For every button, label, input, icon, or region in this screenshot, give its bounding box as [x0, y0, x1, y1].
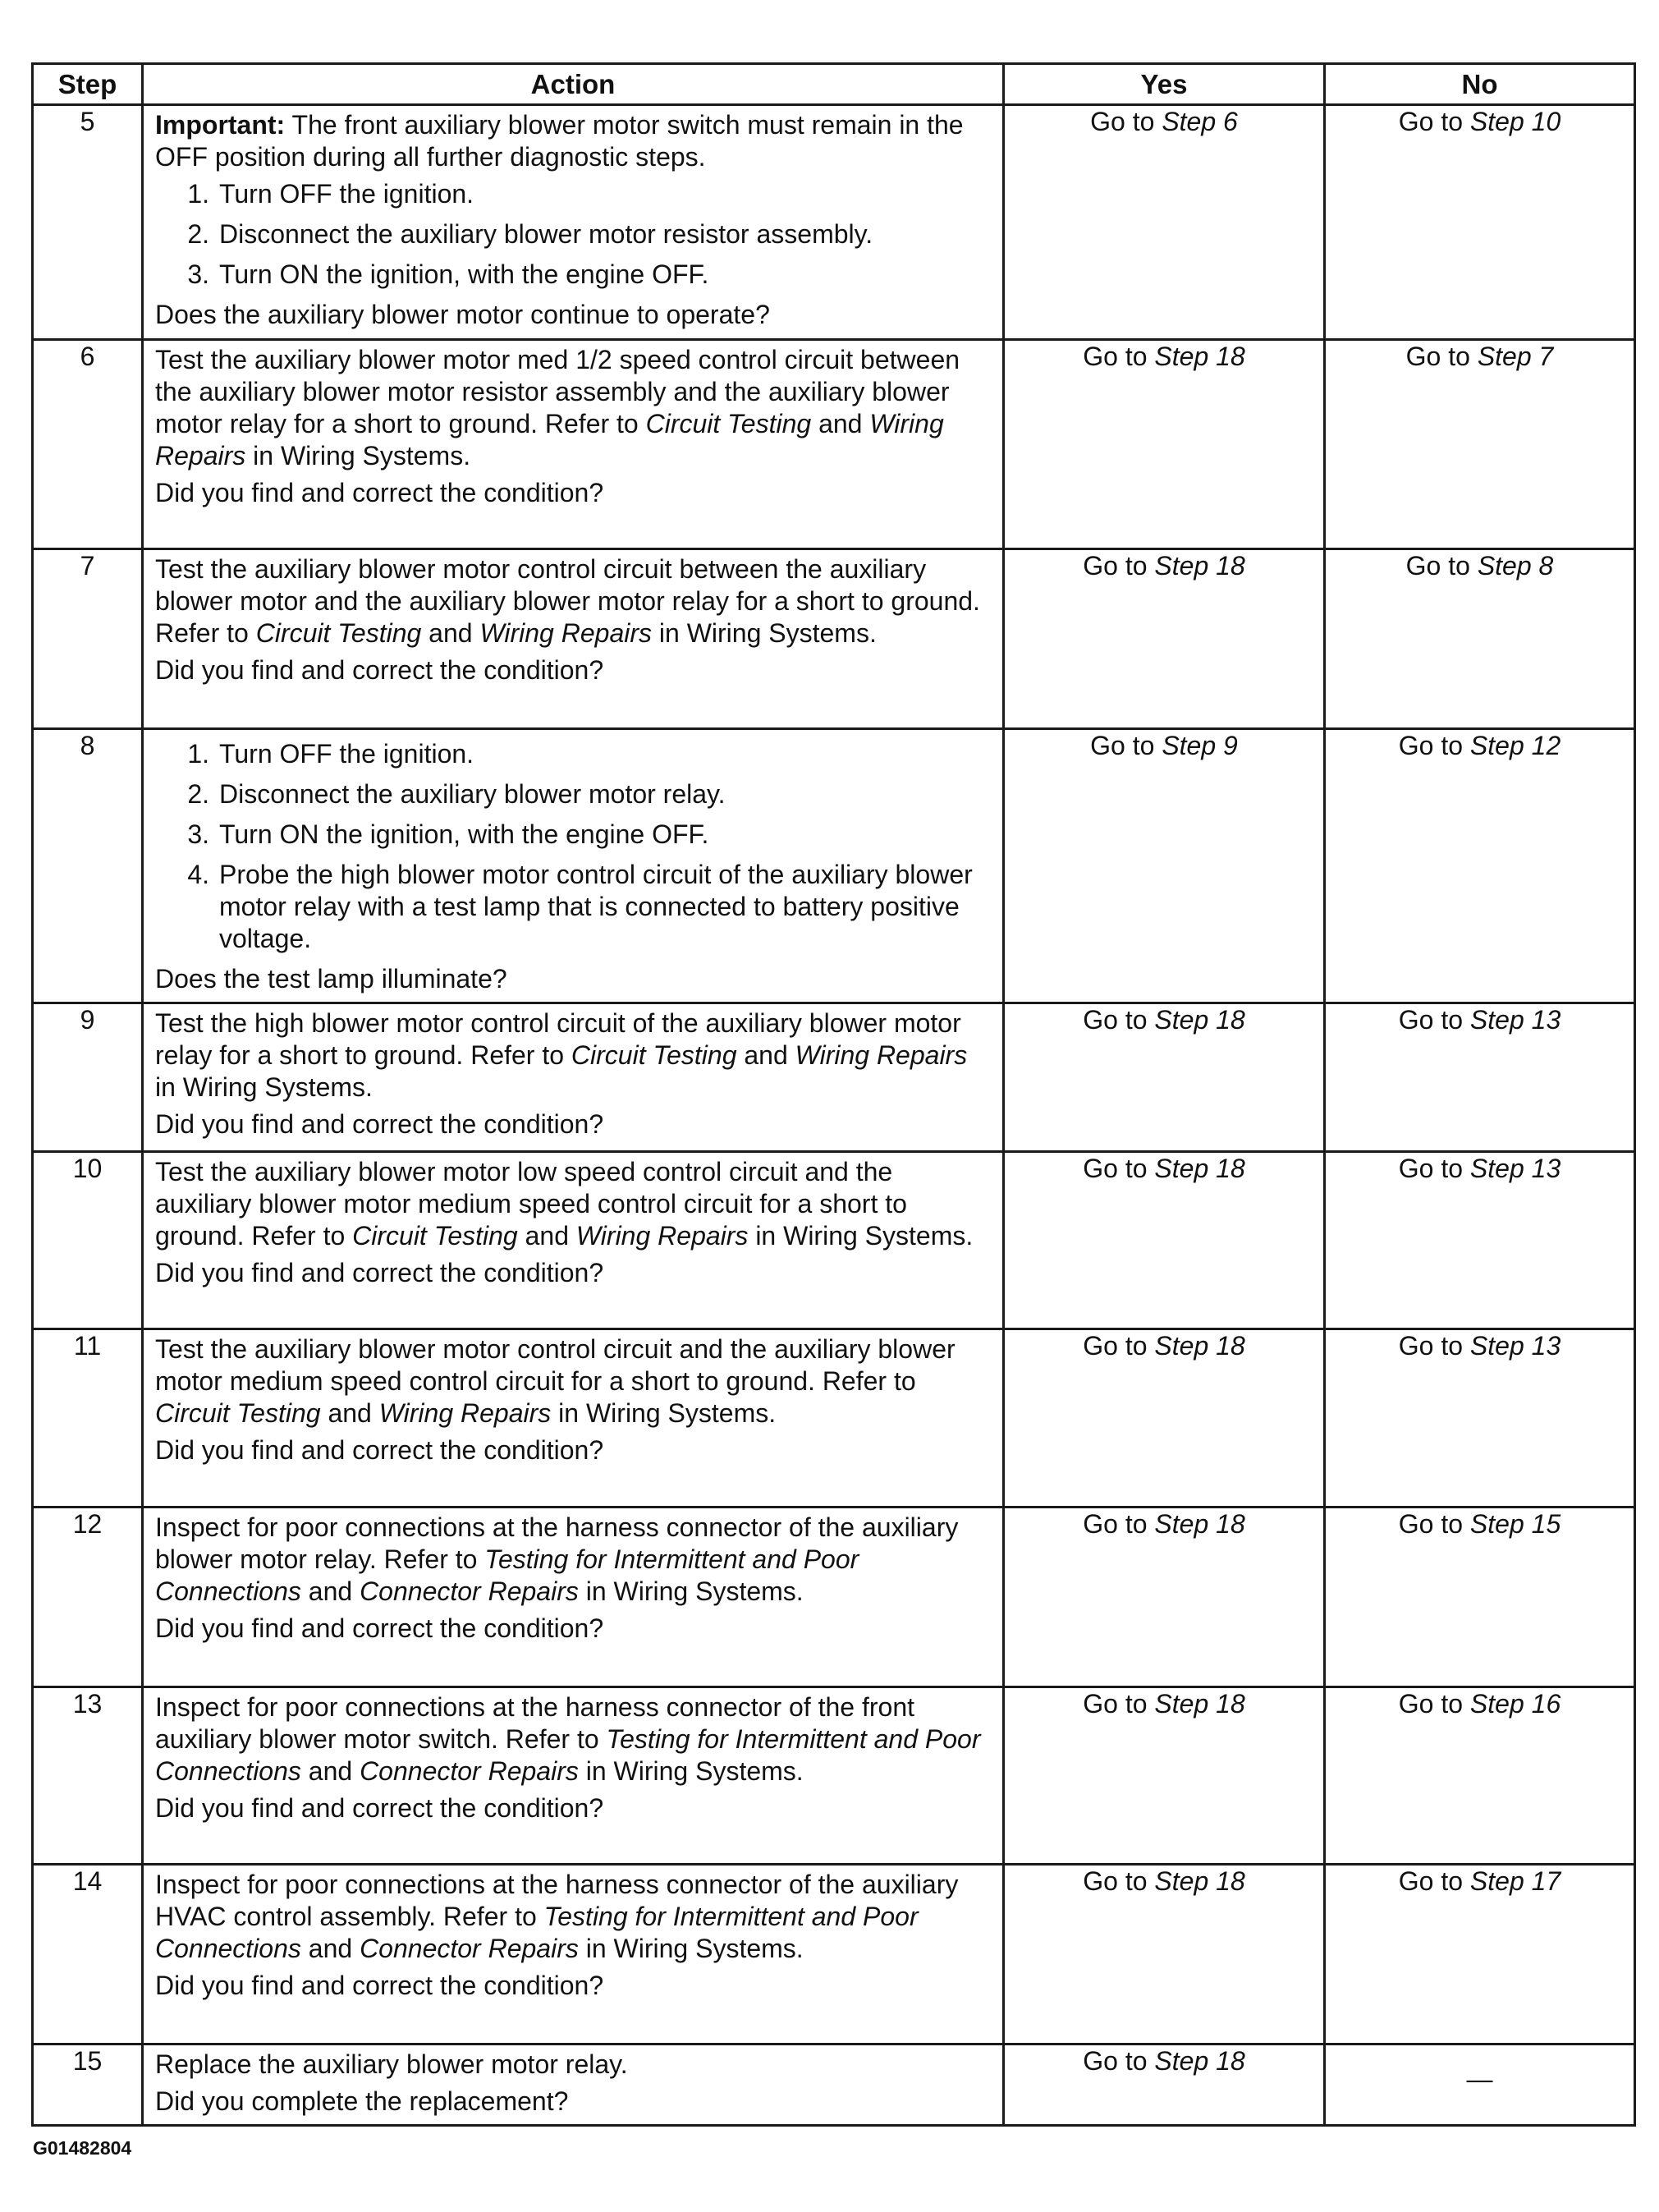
substep-text: Turn OFF the ignition.: [219, 179, 474, 209]
no-step-link: Step 16: [1469, 1689, 1561, 1719]
description-text: and: [517, 1221, 576, 1251]
substep-number: 3.: [187, 259, 209, 289]
step-number: 7: [33, 549, 143, 729]
action-description: [155, 1333, 992, 1430]
no-prefix: Go to: [1398, 1005, 1470, 1035]
substep-number: 3.: [187, 819, 209, 849]
description-text: Test the auxiliary blower motor control circuit between the auxiliary blower motor and the auxiliary blower motor relay for a short to ground. Refer to: [155, 554, 980, 648]
action-cell: [143, 105, 1004, 340]
figure-id: G01482804: [33, 2137, 132, 2159]
table-row: [33, 340, 1635, 549]
action-cell: [143, 1152, 1004, 1329]
step-number: 14: [33, 1865, 143, 2044]
no-result: [1325, 1329, 1635, 1508]
step-number: 13: [33, 1687, 143, 1865]
yes-step-link: Step 18: [1154, 1154, 1245, 1183]
no-result: [1325, 1003, 1635, 1152]
action-description: [155, 1007, 992, 1104]
no-result: [1325, 1687, 1635, 1865]
no-prefix: Go to: [1398, 107, 1470, 136]
yes-prefix: Go to: [1083, 551, 1155, 581]
no-result-dash: —: [1466, 2063, 1493, 2094]
yes-result: [1004, 2044, 1325, 2126]
action-description: [155, 1869, 992, 1965]
substep-text: Disconnect the auxiliary blower motor relay.: [219, 779, 726, 809]
no-result: [1325, 549, 1635, 729]
table-row: [33, 1687, 1635, 1865]
no-step-link: Step 15: [1469, 1509, 1561, 1539]
no-step-link: Step 7: [1477, 342, 1554, 371]
step-question: Does the auxiliary blower motor continue to operate?: [155, 300, 770, 329]
description-text: in Wiring Systems.: [551, 1398, 777, 1428]
description-text: in Wiring Systems.: [578, 1934, 804, 1963]
action-cell: [143, 1865, 1004, 2044]
step-number: 10: [33, 1152, 143, 1329]
yes-result: [1004, 1865, 1325, 2044]
header-yes: Yes: [1004, 64, 1325, 105]
reference-link-text: Testing for Intermittent and Poor Connections: [155, 1544, 859, 1606]
no-step-link: Step 12: [1469, 731, 1561, 760]
no-result: [1325, 1508, 1635, 1687]
yes-step-link: Step 18: [1154, 342, 1245, 371]
action-cell: [143, 340, 1004, 549]
no-step-link: Step 13: [1469, 1154, 1561, 1183]
yes-step-link: Step 18: [1154, 1866, 1245, 1896]
no-prefix: Go to: [1398, 1331, 1470, 1361]
step-question: Did you find and correct the condition?: [155, 1793, 604, 1823]
yes-result: [1004, 729, 1325, 1003]
no-prefix: Go to: [1398, 1509, 1470, 1539]
no-result: [1325, 729, 1635, 1003]
yes-prefix: Go to: [1083, 1509, 1155, 1539]
important-note: [155, 109, 992, 173]
yes-step-link: Step 18: [1154, 2046, 1245, 2076]
yes-step-link: Step 18: [1154, 1331, 1245, 1361]
no-prefix: Go to: [1398, 731, 1470, 760]
description-text: and: [421, 618, 480, 648]
step-number: 8: [33, 729, 143, 1003]
yes-step-link: Step 18: [1154, 1509, 1245, 1539]
step-number: 6: [33, 340, 143, 549]
substep-item: [155, 218, 992, 250]
description-text: Test the auxiliary blower motor low speed control circuit and the auxiliary blower motor medium speed control circuit for a short to ground. Refer to: [155, 1157, 907, 1251]
action-cell: [143, 1508, 1004, 1687]
description-text: and: [300, 1934, 360, 1963]
substep-item: [155, 738, 992, 770]
yes-result: [1004, 1152, 1325, 1329]
step-question: Did you complete the replacement?: [155, 2086, 569, 2116]
description-text: in Wiring Systems.: [652, 618, 877, 648]
action-cell: [143, 1003, 1004, 1152]
step-question: Did you find and correct the condition?: [155, 655, 604, 685]
table-row: [33, 1152, 1635, 1329]
substep-list: [155, 738, 992, 955]
description-text: in Wiring Systems.: [245, 441, 471, 470]
step-number: 12: [33, 1508, 143, 1687]
substep-number: 2.: [187, 779, 209, 809]
important-label: Important:: [155, 110, 286, 140]
yes-prefix: Go to: [1083, 1154, 1155, 1183]
no-step-link: Step 13: [1469, 1331, 1561, 1361]
description-text: Test the auxiliary blower motor control circuit and the auxiliary blower motor medium speed control circuit for a short to ground. Refer to: [155, 1334, 956, 1396]
substep-number: 4.: [187, 860, 209, 889]
yes-result: [1004, 549, 1325, 729]
table-row: [33, 1003, 1635, 1152]
action-cell: [143, 1687, 1004, 1865]
step-number: 5: [33, 105, 143, 340]
step-number: 15: [33, 2044, 143, 2126]
yes-prefix: Go to: [1083, 342, 1155, 371]
diagnostic-table: [31, 62, 1636, 2127]
yes-result: [1004, 105, 1325, 340]
step-question: Did you find and correct the condition?: [155, 1971, 604, 2000]
description-text: and: [300, 1756, 360, 1786]
reference-link-text: Circuit Testing: [645, 409, 812, 438]
action-cell: [143, 1329, 1004, 1508]
description-text: and: [736, 1040, 795, 1070]
yes-prefix: Go to: [1083, 1689, 1155, 1719]
no-result: [1325, 105, 1635, 340]
description-text: Test the auxiliary blower motor med 1/2 speed control circuit between the auxiliary blower motor resistor assembly and the auxiliary blower motor relay for a short to ground. Refer to: [155, 345, 960, 438]
reference-link-text: Wiring Repairs: [795, 1040, 968, 1070]
reference-link-text: Circuit Testing: [352, 1221, 518, 1251]
no-result: [1325, 2044, 1635, 2126]
description-text: Inspect for poor connections at the harness connector of the front auxiliary blower motor switch. Refer to: [155, 1692, 914, 1754]
description-text: in Wiring Systems.: [748, 1221, 974, 1251]
no-prefix: Go to: [1398, 1154, 1470, 1183]
no-step-link: Step 8: [1477, 551, 1554, 581]
action-description: [155, 553, 992, 649]
table-row: [33, 1865, 1635, 2044]
no-prefix: Go to: [1405, 342, 1478, 371]
no-step-link: Step 13: [1469, 1005, 1561, 1035]
table-header-row: [33, 64, 1635, 105]
substep-item: [155, 178, 992, 210]
no-result: [1325, 1865, 1635, 2044]
reference-link-text: Circuit Testing: [255, 618, 422, 648]
action-cell: [143, 729, 1004, 1003]
yes-prefix: Go to: [1083, 1866, 1155, 1896]
action-cell: [143, 549, 1004, 729]
step-number: 11: [33, 1329, 143, 1508]
reference-link-text: Wiring Repairs: [575, 1221, 749, 1251]
yes-result: [1004, 1508, 1325, 1687]
table-row: [33, 1508, 1635, 1687]
description-text: in Wiring Systems.: [578, 1756, 804, 1786]
substep-item: [155, 259, 992, 291]
substep-text: Turn ON the ignition, with the engine OFF.: [219, 259, 709, 289]
substep-item: [155, 778, 992, 810]
description-text: Replace the auxiliary blower motor relay.: [155, 2049, 628, 2079]
no-prefix: Go to: [1398, 1689, 1470, 1719]
no-prefix: Go to: [1398, 1866, 1470, 1896]
reference-link-text: Wiring Repairs: [378, 1398, 552, 1428]
yes-step-link: Step 18: [1154, 1005, 1245, 1035]
no-prefix: Go to: [1405, 551, 1478, 581]
step-number: 9: [33, 1003, 143, 1152]
substep-item: [155, 859, 992, 955]
yes-result: [1004, 1687, 1325, 1865]
substep-text: Disconnect the auxiliary blower motor resistor assembly.: [219, 219, 873, 249]
substep-number: 1.: [187, 179, 209, 209]
table-row: [33, 1329, 1635, 1508]
yes-step-link: Step 6: [1162, 107, 1238, 136]
description-text: and: [811, 409, 870, 438]
no-result: [1325, 1152, 1635, 1329]
table-row: [33, 549, 1635, 729]
table-body: [33, 105, 1635, 2126]
reference-link-text: Connector Repairs: [360, 1756, 579, 1786]
action-cell: [143, 2044, 1004, 2126]
reference-link-text: Circuit Testing: [571, 1040, 737, 1070]
action-description: [155, 344, 992, 472]
substep-number: 2.: [187, 219, 209, 249]
step-question: Did you find and correct the condition?: [155, 1109, 604, 1139]
description-text: Test the high blower motor control circuit of the auxiliary blower motor relay for a short to ground. Refer to: [155, 1008, 961, 1070]
reference-link-text: Wiring Repairs: [479, 618, 652, 648]
step-question: Did you find and correct the condition?: [155, 1613, 604, 1643]
substep-text: Turn OFF the ignition.: [219, 739, 474, 769]
yes-prefix: Go to: [1083, 2046, 1155, 2076]
table-row: [33, 729, 1635, 1003]
reference-link-text: Testing for Intermittent and Poor Connections: [155, 1902, 919, 1963]
description-text: in Wiring Systems.: [155, 1072, 373, 1102]
action-description: [155, 1156, 992, 1252]
yes-result: [1004, 340, 1325, 549]
substep-text: Probe the high blower motor control circuit of the auxiliary blower motor relay with a test lamp that is connected to battery positive voltage.: [219, 860, 973, 953]
header-no: No: [1325, 64, 1635, 105]
header-step: Step: [33, 64, 143, 105]
description-text: and: [300, 1576, 360, 1606]
yes-prefix: Go to: [1090, 731, 1162, 760]
step-question: Did you find and correct the condition?: [155, 1435, 604, 1465]
yes-prefix: Go to: [1090, 107, 1162, 136]
yes-result: [1004, 1003, 1325, 1152]
no-step-link: Step 10: [1469, 107, 1561, 136]
yes-step-link: Step 9: [1162, 731, 1238, 760]
reference-link-text: Connector Repairs: [360, 1576, 579, 1606]
substep-text: Turn ON the ignition, with the engine OFF.: [219, 819, 709, 849]
description-text: in Wiring Systems.: [578, 1576, 804, 1606]
important-text: The front auxiliary blower motor switch must remain in the OFF position during all further diagnostic steps.: [155, 110, 964, 172]
step-question: Did you find and correct the condition?: [155, 1258, 604, 1287]
yes-prefix: Go to: [1083, 1331, 1155, 1361]
header-action: Action: [143, 64, 1004, 105]
description-text: Inspect for poor connections at the harness connector of the auxiliary HVAC control assembly. Refer to: [155, 1870, 959, 1931]
table-row: [33, 2044, 1635, 2126]
reference-link-text: Circuit Testing: [155, 1398, 321, 1428]
reference-link-text: Wiring Repairs: [155, 409, 944, 470]
action-description: [155, 2049, 992, 2081]
yes-result: [1004, 1329, 1325, 1508]
reference-link-text: Testing for Intermittent and Poor Connections: [155, 1724, 981, 1786]
substep-item: [155, 819, 992, 851]
yes-prefix: Go to: [1083, 1005, 1155, 1035]
reference-link-text: Connector Repairs: [360, 1934, 579, 1963]
action-description: [155, 1512, 992, 1608]
table-row: [33, 105, 1635, 340]
description-text: Inspect for poor connections at the harness connector of the auxiliary blower motor relay. Refer to: [155, 1512, 959, 1574]
yes-step-link: Step 18: [1154, 551, 1245, 581]
step-question: Did you find and correct the condition?: [155, 478, 604, 507]
no-result: [1325, 340, 1635, 549]
substep-number: 1.: [187, 739, 209, 769]
description-text: and: [320, 1398, 379, 1428]
action-description: [155, 1691, 992, 1787]
yes-step-link: Step 18: [1154, 1689, 1245, 1719]
no-step-link: Step 17: [1469, 1866, 1561, 1896]
substep-list: [155, 178, 992, 291]
step-question: Does the test lamp illuminate?: [155, 964, 507, 994]
